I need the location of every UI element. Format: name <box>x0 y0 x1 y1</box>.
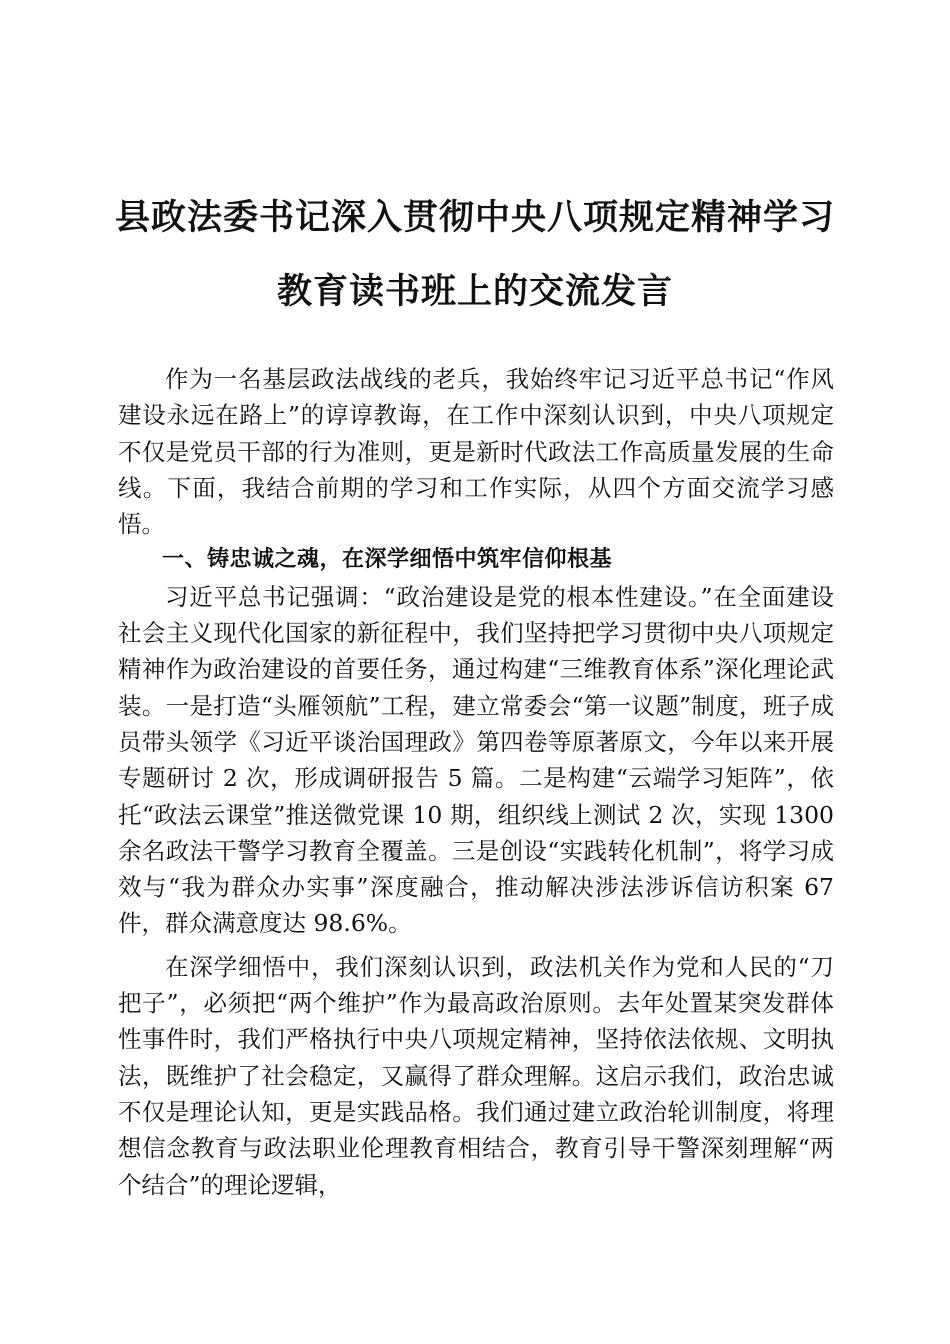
document-body <box>118 361 834 1203</box>
section-1-paragraph-1: 习近平总书记强调：“政治建设是党的根本性建设。”在全面建设社会主义现代化国家的新征程中，我们坚持把学习贯彻中央八项规定精神作为政治建设的首要任务，通过构建“三维教育体系”深化理论武装。一是打造“头雁领航”工程，建立常委会“第一议题”制度，班子成员带头领学《习近平谈治国理政》第四卷等原著原文，今年以来开展专题研讨 2 次，形成调研报告 5 篇。二是构建“云端学习矩阵”，依托“政法云课堂”推送微党课 10 期，组织线上测试 2 次，实现 1300 余名政法干警学习教育全覆盖。三是创设“实践转化机制”，将学习成效与“我为群众办实事”深度融合，推动解决涉法涉诉信访积案 67 件，群众满意度达 98.6%。 <box>118 582 834 938</box>
intro-paragraph: 作为一名基层政法战线的老兵，我始终牢记习近平总书记“作风建设永远在路上”的谆谆教诲，在工作中深刻认识到，中央八项规定不仅是党员干部的行为准则，更是新时代政法工作高质量发展的生命线。下面，我结合前期的学习和工作实际，从四个方面交流学习感悟。 <box>118 365 834 539</box>
document-title-line-2: 教育读书班上的交流发言 <box>276 271 673 312</box>
section-heading-1: 一、铸忠诚之魂，在深学细悟中筑牢信仰根基 <box>162 547 613 573</box>
document-title-line-1: 县政法委书记深入贯彻中央八项规定精神学习 <box>114 197 835 238</box>
section-1-paragraph-2: 在深学细悟中，我们深刻认识到，政法机关作为党和人民的“刀把子”，必须把“两个维护”作为最高政治原则。去年处置某突发群体性事件时，我们严格执行中央八项规定精神，坚持依法依规、文明执法，既维护了社会稳定，又赢得了群众理解。这启示我们，政治忠诚不仅是理论认知，更是实践品格。我们通过建立政治轮训制度，将理想信念教育与政法职业伦理教育相结合，教育引导干警深刻理解“两个结合”的理论逻辑， <box>118 952 834 1199</box>
